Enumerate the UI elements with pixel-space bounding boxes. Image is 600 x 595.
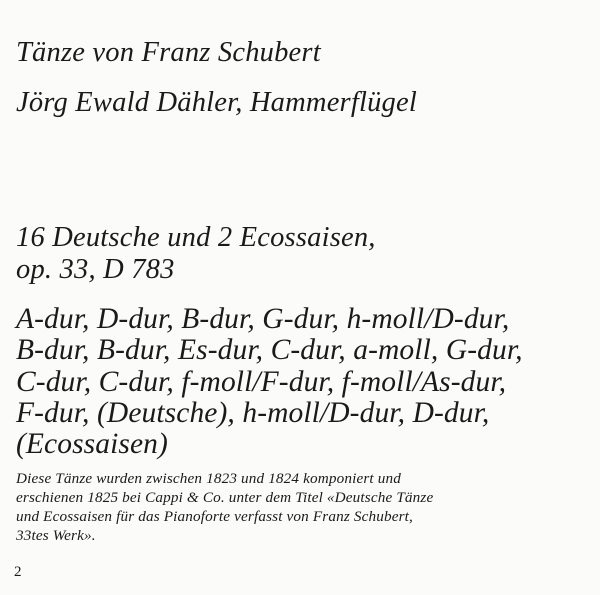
note-line: und Ecossaisen für das Pianoforte verfasst von Franz Schubert, xyxy=(16,508,413,525)
note-line: Diese Tänze wurden zwischen 1823 und 1824 komponiert und xyxy=(16,470,401,487)
work-title-line: 16 Deutsche und 2 Ecossaisen, xyxy=(16,222,376,253)
key-list-line: A-dur, D-dur, B-dur, G-dur, h-moll/D-dur, xyxy=(16,303,510,335)
album-title: Tänze von Franz Schubert xyxy=(16,37,321,68)
work-title-line: op. 33, D 783 xyxy=(16,254,175,285)
key-list-line: B-dur, B-dur, Es-dur, C-dur, a-moll, G-dur, xyxy=(16,334,523,366)
page-number: 2 xyxy=(14,564,22,580)
key-list-line: C-dur, C-dur, f-moll/F-dur, f-moll/As-dur, xyxy=(16,366,507,398)
key-list-line: (Ecossaisen) xyxy=(16,428,168,460)
key-list-line: F-dur, (Deutsche), h-moll/D-dur, D-dur, xyxy=(16,397,490,429)
note-line: 33tes Werk». xyxy=(16,527,96,544)
note-line: erschienen 1825 bei Cappi & Co. unter dem Titel «Deutsche Tänze xyxy=(16,489,434,506)
performer-line: Jörg Ewald Dähler, Hammerflügel xyxy=(16,87,417,118)
